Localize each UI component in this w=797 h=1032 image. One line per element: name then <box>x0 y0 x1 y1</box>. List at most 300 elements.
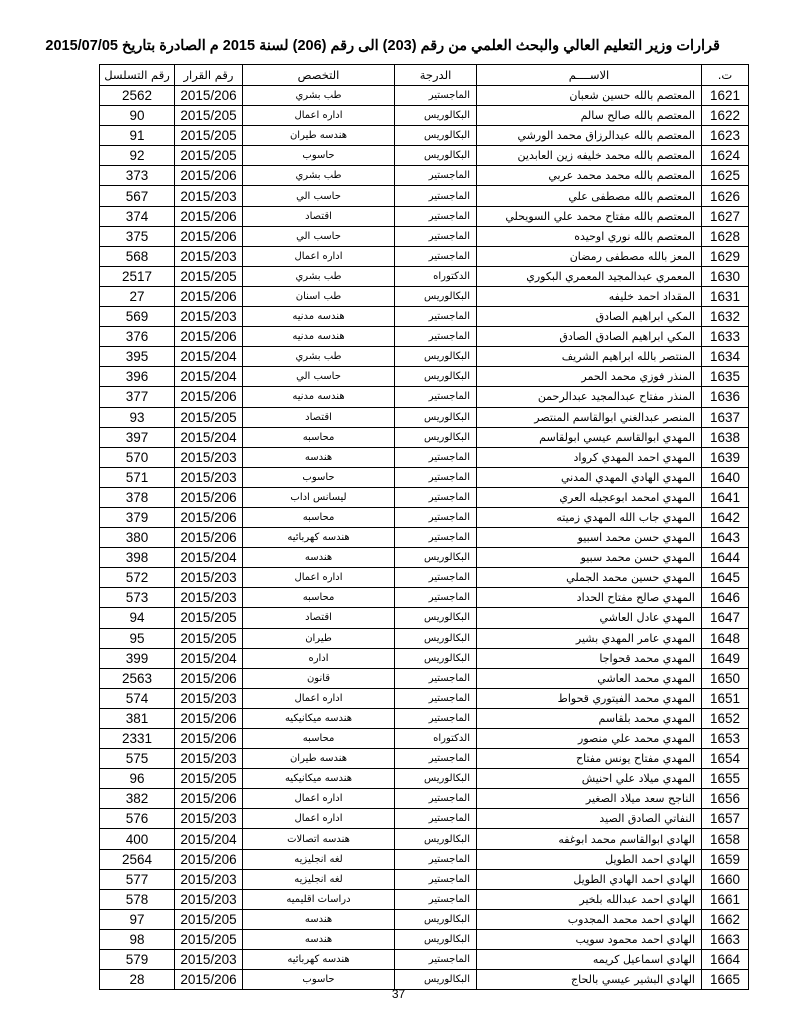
cell-name: المهدي جاب الله المهدي زميته <box>477 507 702 527</box>
cell-decision: 2015/205 <box>175 608 243 628</box>
cell-specialty: حاسوب <box>243 467 395 487</box>
table-row <box>100 487 749 507</box>
cell-decision: 2015/205 <box>175 126 243 146</box>
cell-num: 1638 <box>702 427 749 447</box>
cell-specialty: هندسه كهربائيه <box>243 950 395 970</box>
cell-name: المهدي حسين محمد الجملي <box>477 568 702 588</box>
cell-specialty: هندسه <box>243 929 395 949</box>
cell-specialty: هندسه <box>243 548 395 568</box>
cell-specialty: هندسه مدنيه <box>243 387 395 407</box>
table-row <box>100 206 749 226</box>
cell-num: 1662 <box>702 909 749 929</box>
cell-name: الهادي احمد الهادي الطويل <box>477 869 702 889</box>
cell-serial: 574 <box>100 688 175 708</box>
cell-degree: الماجستير <box>395 447 477 467</box>
cell-serial: 569 <box>100 307 175 327</box>
cell-degree: الماجستير <box>395 507 477 527</box>
cell-name: المعمري عبدالمجيد المعمري البكوري <box>477 266 702 286</box>
cell-name: المهدي ميلاد علي احنيش <box>477 769 702 789</box>
cell-decision: 2015/205 <box>175 266 243 286</box>
table-header-row <box>100 65 749 86</box>
cell-decision: 2015/203 <box>175 447 243 467</box>
cell-serial: 2331 <box>100 729 175 749</box>
cell-specialty: هندسه ميكانيكيه <box>243 769 395 789</box>
cell-name: المعتصم بالله مصطفى علي <box>477 186 702 206</box>
cell-num: 1625 <box>702 166 749 186</box>
cell-decision: 2015/203 <box>175 889 243 909</box>
cell-decision: 2015/204 <box>175 367 243 387</box>
header-num: ت. <box>702 65 749 86</box>
cell-decision: 2015/205 <box>175 106 243 126</box>
cell-decision: 2015/206 <box>175 206 243 226</box>
cell-name: المكي ابراهيم الصادق <box>477 307 702 327</box>
table-row <box>100 126 749 146</box>
cell-name: المهدي الهادي المهدي المدني <box>477 467 702 487</box>
cell-specialty: طب بشري <box>243 266 395 286</box>
cell-num: 1651 <box>702 688 749 708</box>
cell-degree: الماجستير <box>395 849 477 869</box>
cell-serial: 373 <box>100 166 175 186</box>
table-row <box>100 347 749 367</box>
cell-name: المنصر عبدالغني ابوالقاسم المنتصر <box>477 407 702 427</box>
table-row <box>100 568 749 588</box>
cell-decision: 2015/206 <box>175 86 243 106</box>
cell-degree: البكالوريس <box>395 929 477 949</box>
cell-serial: 577 <box>100 869 175 889</box>
cell-name: النفاتي الصادق الصيد <box>477 809 702 829</box>
cell-decision: 2015/206 <box>175 970 243 990</box>
cell-decision: 2015/203 <box>175 749 243 769</box>
cell-serial: 90 <box>100 106 175 126</box>
cell-specialty: طيران <box>243 628 395 648</box>
table-row <box>100 889 749 909</box>
cell-specialty: طب بشري <box>243 166 395 186</box>
cell-decision: 2015/204 <box>175 829 243 849</box>
cell-num: 1632 <box>702 307 749 327</box>
cell-decision: 2015/203 <box>175 307 243 327</box>
cell-decision: 2015/203 <box>175 588 243 608</box>
table-row <box>100 266 749 286</box>
cell-degree: البكالوريس <box>395 909 477 929</box>
cell-num: 1622 <box>702 106 749 126</box>
cell-degree: الدكتوراه <box>395 729 477 749</box>
cell-decision: 2015/206 <box>175 487 243 507</box>
cell-serial: 2563 <box>100 668 175 688</box>
cell-num: 1637 <box>702 407 749 427</box>
cell-degree: الماجستير <box>395 889 477 909</box>
table-row <box>100 106 749 126</box>
cell-specialty: ليسانس اداب <box>243 487 395 507</box>
table-row <box>100 367 749 387</box>
cell-serial: 2564 <box>100 849 175 869</box>
table-row <box>100 769 749 789</box>
cell-decision: 2015/206 <box>175 729 243 749</box>
cell-name: المعتصم بالله مفتاح محمد علي السويحلي <box>477 206 702 226</box>
cell-decision: 2015/204 <box>175 648 243 668</box>
cell-num: 1642 <box>702 507 749 527</box>
table-row <box>100 708 749 728</box>
cell-specialty: محاسبه <box>243 729 395 749</box>
cell-specialty: اداره اعمال <box>243 688 395 708</box>
cell-serial: 2562 <box>100 86 175 106</box>
cell-name: المنذر فوزي محمد الحمر <box>477 367 702 387</box>
cell-num: 1636 <box>702 387 749 407</box>
cell-serial: 378 <box>100 487 175 507</box>
cell-decision: 2015/203 <box>175 950 243 970</box>
cell-name: المهدي محمد علي منصور <box>477 729 702 749</box>
cell-name: الهادي البشير عيسي بالحاج <box>477 970 702 990</box>
table-row <box>100 166 749 186</box>
cell-degree: الماجستير <box>395 950 477 970</box>
cell-degree: الماجستير <box>395 588 477 608</box>
cell-num: 1665 <box>702 970 749 990</box>
cell-num: 1623 <box>702 126 749 146</box>
cell-specialty: حاسب الي <box>243 367 395 387</box>
cell-name: المهدي حسن محمد اسبيو <box>477 528 702 548</box>
cell-serial: 380 <box>100 528 175 548</box>
cell-degree: البكالوريس <box>395 829 477 849</box>
table-row <box>100 286 749 306</box>
cell-specialty: لغه انجليزيه <box>243 869 395 889</box>
table-row <box>100 186 749 206</box>
cell-name: المهدي امحمد ابوعجيله العري <box>477 487 702 507</box>
table-row <box>100 246 749 266</box>
cell-name: المعتصم بالله نوري اوحيده <box>477 226 702 246</box>
table-row <box>100 929 749 949</box>
cell-degree: البكالوريس <box>395 286 477 306</box>
cell-specialty: طب اسنان <box>243 286 395 306</box>
cell-name: الهادي اسماعيل كريمه <box>477 950 702 970</box>
cell-num: 1626 <box>702 186 749 206</box>
table-row <box>100 809 749 829</box>
cell-decision: 2015/204 <box>175 347 243 367</box>
cell-num: 1644 <box>702 548 749 568</box>
cell-serial: 567 <box>100 186 175 206</box>
cell-num: 1641 <box>702 487 749 507</box>
cell-decision: 2015/206 <box>175 849 243 869</box>
cell-degree: الماجستير <box>395 528 477 548</box>
cell-serial: 92 <box>100 146 175 166</box>
cell-serial: 95 <box>100 628 175 648</box>
table-row <box>100 829 749 849</box>
cell-decision: 2015/203 <box>175 688 243 708</box>
cell-decision: 2015/205 <box>175 146 243 166</box>
cell-num: 1628 <box>702 226 749 246</box>
cell-specialty: هندسه اتصالات <box>243 829 395 849</box>
cell-num: 1657 <box>702 809 749 829</box>
cell-specialty: اقتصاد <box>243 407 395 427</box>
table-row <box>100 146 749 166</box>
cell-num: 1646 <box>702 588 749 608</box>
cell-num: 1639 <box>702 447 749 467</box>
cell-degree: البكالوريس <box>395 548 477 568</box>
cell-name: المكي ابراهيم الصادق الصادق <box>477 327 702 347</box>
cell-name: المعتصم بالله عبدالرزاق محمد الورشي <box>477 126 702 146</box>
cell-name: المهدي احمد المهدي كرواد <box>477 447 702 467</box>
cell-degree: الماجستير <box>395 86 477 106</box>
cell-degree: البكالوريس <box>395 628 477 648</box>
cell-name: المنذر مفتاح عبدالمجيد عبدالرحمن <box>477 387 702 407</box>
cell-specialty: محاسبه <box>243 507 395 527</box>
cell-specialty: اقتصاد <box>243 608 395 628</box>
cell-decision: 2015/205 <box>175 909 243 929</box>
table-row <box>100 327 749 347</box>
cell-decision: 2015/206 <box>175 507 243 527</box>
cell-num: 1653 <box>702 729 749 749</box>
cell-specialty: اداره اعمال <box>243 809 395 829</box>
cell-num: 1658 <box>702 829 749 849</box>
cell-specialty: هندسه <box>243 909 395 929</box>
cell-degree: الماجستير <box>395 869 477 889</box>
cell-name: الهادي احمد الطويل <box>477 849 702 869</box>
cell-degree: الماجستير <box>395 387 477 407</box>
cell-decision: 2015/206 <box>175 327 243 347</box>
cell-specialty: اداره <box>243 648 395 668</box>
cell-name: المعتصم بالله محمد محمد عربي <box>477 166 702 186</box>
cell-serial: 398 <box>100 548 175 568</box>
cell-num: 1659 <box>702 849 749 869</box>
cell-specialty: قانون <box>243 668 395 688</box>
cell-serial: 568 <box>100 246 175 266</box>
cell-serial: 377 <box>100 387 175 407</box>
cell-degree: البكالوريس <box>395 347 477 367</box>
cell-name: المهدي عامر المهدي بشير <box>477 628 702 648</box>
table-row <box>100 588 749 608</box>
cell-degree: البكالوريس <box>395 106 477 126</box>
cell-name: المهدي محمد بلقاسم <box>477 708 702 728</box>
table-row <box>100 467 749 487</box>
cell-specialty: لغه انجليزيه <box>243 849 395 869</box>
cell-serial: 573 <box>100 588 175 608</box>
cell-num: 1631 <box>702 286 749 306</box>
table-row <box>100 749 749 769</box>
cell-num: 1621 <box>702 86 749 106</box>
cell-specialty: حاسب الي <box>243 226 395 246</box>
cell-serial: 379 <box>100 507 175 527</box>
cell-degree: الماجستير <box>395 789 477 809</box>
cell-name: الهادي احمد محمود سويب <box>477 929 702 949</box>
table-row <box>100 387 749 407</box>
table-row <box>100 528 749 548</box>
cell-degree: الدكتوراه <box>395 266 477 286</box>
header-decision: رقم القرار <box>175 65 243 86</box>
cell-num: 1656 <box>702 789 749 809</box>
table-row <box>100 668 749 688</box>
cell-name: المهدي عادل العاشي <box>477 608 702 628</box>
cell-num: 1634 <box>702 347 749 367</box>
cell-num: 1630 <box>702 266 749 286</box>
cell-num: 1649 <box>702 648 749 668</box>
cell-serial: 94 <box>100 608 175 628</box>
cell-specialty: اداره اعمال <box>243 246 395 266</box>
header-serial: رقم التسلسل <box>100 65 175 86</box>
cell-decision: 2015/203 <box>175 568 243 588</box>
cell-specialty: اقتصاد <box>243 206 395 226</box>
cell-num: 1624 <box>702 146 749 166</box>
cell-num: 1664 <box>702 950 749 970</box>
cell-decision: 2015/203 <box>175 467 243 487</box>
cell-serial: 579 <box>100 950 175 970</box>
cell-decision: 2015/203 <box>175 186 243 206</box>
cell-serial: 376 <box>100 327 175 347</box>
cell-serial: 382 <box>100 789 175 809</box>
cell-specialty: هندسه ميكانيكيه <box>243 708 395 728</box>
table-row <box>100 608 749 628</box>
cell-degree: الماجستير <box>395 668 477 688</box>
cell-degree: البكالوريس <box>395 970 477 990</box>
cell-degree: الماجستير <box>395 186 477 206</box>
cell-specialty: هندسه طيران <box>243 749 395 769</box>
cell-degree: الماجستير <box>395 688 477 708</box>
cell-degree: الماجستير <box>395 226 477 246</box>
cell-name: المهدي ابوالقاسم عيسي ابولقاسم <box>477 427 702 447</box>
cell-name: المهدي محمد قحواجا <box>477 648 702 668</box>
cell-degree: الماجستير <box>395 568 477 588</box>
cell-degree: البكالوريس <box>395 407 477 427</box>
cell-degree: الماجستير <box>395 206 477 226</box>
cell-decision: 2015/204 <box>175 548 243 568</box>
cell-num: 1652 <box>702 708 749 728</box>
header-name: الاســــم <box>477 65 702 86</box>
cell-serial: 97 <box>100 909 175 929</box>
cell-specialty: هندسه طيران <box>243 126 395 146</box>
cell-num: 1655 <box>702 769 749 789</box>
cell-specialty: محاسبه <box>243 427 395 447</box>
cell-name: المعتصم بالله صالح سالم <box>477 106 702 126</box>
cell-name: المنتصر بالله ابراهيم الشريف <box>477 347 702 367</box>
cell-serial: 571 <box>100 467 175 487</box>
cell-degree: الماجستير <box>395 749 477 769</box>
cell-decision: 2015/206 <box>175 789 243 809</box>
table-row <box>100 789 749 809</box>
cell-degree: البكالوريس <box>395 427 477 447</box>
cell-degree: البكالوريس <box>395 648 477 668</box>
cell-serial: 374 <box>100 206 175 226</box>
cell-decision: 2015/205 <box>175 929 243 949</box>
table-row <box>100 507 749 527</box>
cell-num: 1650 <box>702 668 749 688</box>
cell-specialty: طب بشري <box>243 347 395 367</box>
cell-specialty: هندسه <box>243 447 395 467</box>
table-row <box>100 447 749 467</box>
cell-degree: البكالوريس <box>395 367 477 387</box>
cell-name: الهادي احمد عبدالله بلخير <box>477 889 702 909</box>
cell-decision: 2015/206 <box>175 708 243 728</box>
cell-degree: البكالوريس <box>395 608 477 628</box>
cell-name: المهدي صالح مفتاح الحداد <box>477 588 702 608</box>
header-specialty: التخصص <box>243 65 395 86</box>
cell-num: 1654 <box>702 749 749 769</box>
cell-degree: الماجستير <box>395 246 477 266</box>
cell-decision: 2015/206 <box>175 668 243 688</box>
cell-serial: 400 <box>100 829 175 849</box>
cell-serial: 375 <box>100 226 175 246</box>
cell-decision: 2015/205 <box>175 407 243 427</box>
table-row <box>100 729 749 749</box>
cell-name: الناجح سعد ميلاد الصغير <box>477 789 702 809</box>
cell-num: 1629 <box>702 246 749 266</box>
cell-specialty: هندسه كهربائيه <box>243 528 395 548</box>
cell-name: المهدي حسن محمد سبيو <box>477 548 702 568</box>
cell-serial: 395 <box>100 347 175 367</box>
decisions-table <box>99 64 749 990</box>
table-row <box>100 909 749 929</box>
cell-decision: 2015/206 <box>175 226 243 246</box>
cell-name: المهدي مفتاح يونس مفتاح <box>477 749 702 769</box>
cell-num: 1645 <box>702 568 749 588</box>
cell-degree: الماجستير <box>395 327 477 347</box>
cell-degree: البكالوريس <box>395 126 477 146</box>
cell-serial: 578 <box>100 889 175 909</box>
cell-specialty: اداره اعمال <box>243 789 395 809</box>
table-row <box>100 427 749 447</box>
cell-specialty: هندسه مدنيه <box>243 307 395 327</box>
cell-name: المعتصم بالله محمد خليفه زين العابدين <box>477 146 702 166</box>
cell-specialty: طب بشري <box>243 86 395 106</box>
cell-decision: 2015/203 <box>175 246 243 266</box>
cell-degree: الماجستير <box>395 467 477 487</box>
cell-serial: 27 <box>100 286 175 306</box>
cell-num: 1647 <box>702 608 749 628</box>
cell-specialty: محاسبه <box>243 588 395 608</box>
cell-specialty: حاسوب <box>243 146 395 166</box>
table-row <box>100 86 749 106</box>
cell-num: 1663 <box>702 929 749 949</box>
cell-specialty: اداره اعمال <box>243 568 395 588</box>
cell-serial: 397 <box>100 427 175 447</box>
table-row <box>100 307 749 327</box>
cell-decision: 2015/205 <box>175 628 243 648</box>
cell-degree: البكالوريس <box>395 146 477 166</box>
cell-decision: 2015/206 <box>175 387 243 407</box>
cell-serial: 575 <box>100 749 175 769</box>
table-row <box>100 226 749 246</box>
cell-num: 1648 <box>702 628 749 648</box>
cell-serial: 396 <box>100 367 175 387</box>
table-row <box>100 849 749 869</box>
header-degree: الدرجة <box>395 65 477 86</box>
cell-specialty: حاسوب <box>243 970 395 990</box>
table-row <box>100 628 749 648</box>
cell-name: الهادي ابوالقاسم محمد ابوغفه <box>477 829 702 849</box>
cell-decision: 2015/206 <box>175 166 243 186</box>
cell-num: 1635 <box>702 367 749 387</box>
cell-num: 1661 <box>702 889 749 909</box>
table-body <box>100 86 749 990</box>
cell-name: المعز بالله مصطفى رمضان <box>477 246 702 266</box>
cell-degree: البكالوريس <box>395 769 477 789</box>
cell-serial: 381 <box>100 708 175 728</box>
table-row <box>100 648 749 668</box>
cell-specialty: اداره اعمال <box>243 106 395 126</box>
cell-serial: 572 <box>100 568 175 588</box>
cell-num: 1627 <box>702 206 749 226</box>
cell-decision: 2015/203 <box>175 869 243 889</box>
cell-specialty: دراسات اقليميه <box>243 889 395 909</box>
cell-degree: الماجستير <box>395 708 477 728</box>
cell-name: المعتصم بالله حسين شعبان <box>477 86 702 106</box>
cell-serial: 28 <box>100 970 175 990</box>
cell-serial: 98 <box>100 929 175 949</box>
cell-name: المهدي محمد العاشي <box>477 668 702 688</box>
cell-specialty: حاسب الي <box>243 186 395 206</box>
table-row <box>100 407 749 427</box>
cell-specialty: هندسه مدنيه <box>243 327 395 347</box>
cell-degree: الماجستير <box>395 307 477 327</box>
cell-serial: 96 <box>100 769 175 789</box>
cell-decision: 2015/205 <box>175 769 243 789</box>
cell-num: 1660 <box>702 869 749 889</box>
